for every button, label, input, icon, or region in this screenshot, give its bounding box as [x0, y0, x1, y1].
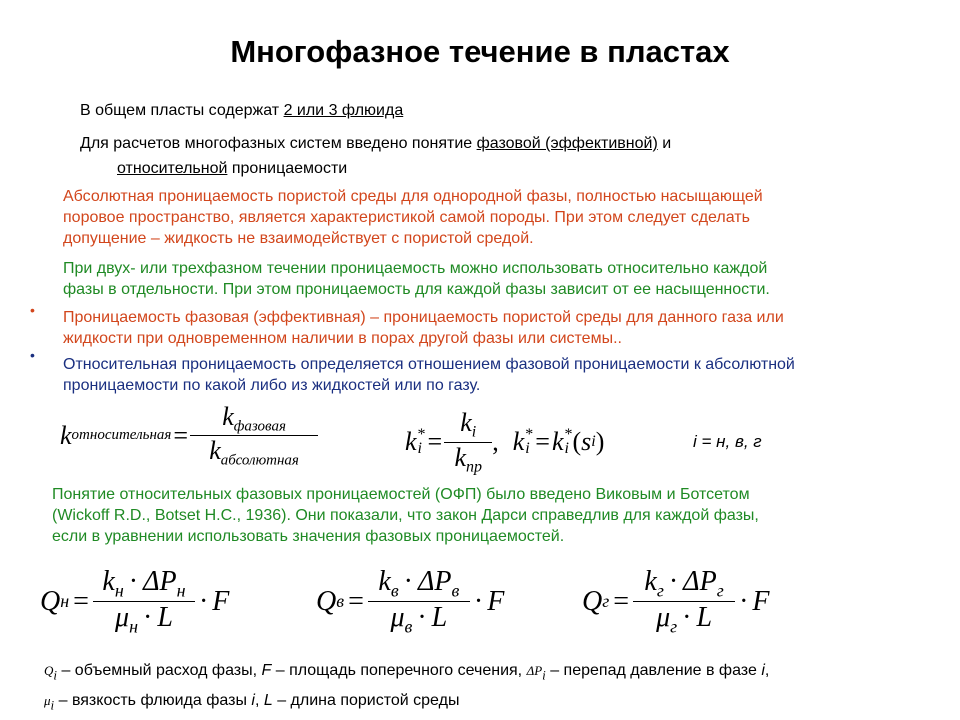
delta-p-symbol: ΔP: [683, 566, 717, 597]
delta-p-symbol: ΔP: [143, 566, 177, 597]
intro-line-1: [80, 100, 403, 121]
intro-line-3-tail: проницаемости: [227, 160, 348, 177]
ofp-line-1: Понятие относительных фазовых проницаемостей (ОФП) было введено Виковым и Ботсетом: [52, 486, 750, 503]
index-note: i = н, в, г: [693, 432, 762, 451]
ofp-paragraph: [52, 484, 759, 547]
q-subscript: в: [336, 591, 345, 612]
denominator: [368, 601, 470, 637]
mu-symbol: μ: [115, 602, 130, 634]
i-subscript-3: i: [564, 440, 569, 458]
equals-sign: =: [173, 420, 189, 450]
q-symbol: Q: [316, 585, 337, 617]
star-superscript-3: *: [564, 426, 573, 444]
s-symbol: s: [581, 427, 592, 457]
k-subscript: в: [390, 580, 399, 601]
star-superscript-2: *: [525, 426, 534, 444]
ofp-line-2: (Wickoff R.D., Botset H.C., 1936). Они показали, что закон Дарси справедлив для каждой фазы,: [52, 507, 759, 524]
bullet-dot-1: •: [30, 302, 35, 318]
p-subscript: г: [716, 580, 724, 601]
intro-line-2-text: Для расчетов многофазных систем введено понятие: [80, 135, 477, 152]
multiphase-line-2: фазы в отдельности. При этом проницаемость для каждой фазы зависит от ее насыщенности.: [63, 281, 770, 298]
flow-formula-oil: [40, 566, 229, 638]
legend-viscosity: – вязкость флюида фазы: [54, 692, 252, 709]
fluid-count-link: 2 или 3 флюида: [283, 102, 404, 119]
l-symbol: L: [431, 602, 448, 634]
dot-operator: ·: [128, 566, 139, 597]
intro-line-3: [117, 158, 347, 179]
p-subscript: н: [176, 580, 186, 601]
k-pr: k: [454, 442, 466, 472]
p-subscript: в: [451, 580, 460, 601]
darcy-fraction: [633, 566, 735, 638]
numerator: [218, 402, 290, 435]
f-legend-symbol: F: [261, 662, 272, 679]
k-star-indices-3: [564, 428, 572, 456]
numerator: [98, 566, 189, 601]
intro-line-2-tail: и: [657, 135, 672, 152]
bullet-dot-2: •: [30, 347, 35, 363]
absolute-line-1: Абсолютная проницаемость пористой среды для однородной фазы, полностью насыщающей: [63, 188, 763, 205]
absolute-line-2: поровое пространство, является характеристикой самой породы. При этом следует сделать: [63, 209, 750, 226]
q-subscript: г: [602, 591, 610, 612]
page-title: Многофазное течение в пластах: [230, 34, 730, 69]
mu-subscript: н: [129, 616, 139, 637]
q-legend-subscript: i: [53, 667, 58, 683]
legend-length: – длина пористой среды: [272, 692, 460, 709]
phase-permeability-bullet: [63, 307, 784, 349]
equals-sign: =: [613, 585, 630, 617]
num-i-subscript: i: [471, 423, 477, 441]
legend-line-1: [44, 660, 769, 687]
l-symbol: L: [157, 602, 173, 634]
k-star-symbol-3: k: [551, 427, 564, 457]
comma: ,: [492, 427, 499, 457]
absolute-permeability-paragraph: [63, 186, 763, 249]
equals-sign: =: [348, 585, 364, 617]
bullet-1-line-1: Проницаемость фазовая (эффективная) – проницаемость пористой среды для данного газа или: [63, 309, 784, 326]
bullet-2-line-2: проницаемости по какой либо из жидкостей или по газу.: [63, 377, 481, 394]
legend-phase-i: i: [761, 662, 765, 679]
flow-formula-gas: [582, 566, 770, 638]
mu-legend-symbol: μ: [44, 693, 51, 708]
f-symbol: F: [487, 585, 505, 617]
s-i-subscript: i: [591, 433, 596, 451]
relative-permeability-formula: [60, 402, 318, 470]
equals-sign: =: [73, 585, 89, 617]
legend-pressure-drop: – перепад давление в фазе: [545, 662, 762, 679]
q-legend-symbol: Q: [44, 663, 54, 678]
phase-permeability-link: фазовой (эффективной): [476, 135, 658, 152]
legend-phase-i-2: i: [251, 692, 255, 709]
mu-legend-subscript: i: [50, 697, 55, 713]
dp-legend-symbol: ΔP: [526, 663, 543, 678]
k-absolute: k: [209, 436, 221, 466]
fraction: [190, 402, 318, 470]
k-subscript: н: [114, 580, 124, 601]
denominator: [190, 435, 318, 469]
paren-open: (: [572, 427, 582, 457]
relative-subscript: относительная: [71, 427, 172, 444]
mu-subscript: в: [404, 616, 413, 637]
l-symbol: L: [696, 602, 713, 634]
numerator-2: [456, 408, 480, 442]
mu-subscript: г: [670, 616, 678, 637]
intro-line-2: [80, 133, 671, 154]
i-subscript: i: [417, 440, 422, 458]
k-star-symbol: k: [405, 427, 417, 457]
fraction-2: [444, 408, 492, 476]
q-subscript: н: [60, 591, 70, 612]
phase-subscript: фазовая: [233, 418, 286, 435]
darcy-fraction: [93, 566, 195, 638]
delta-p-symbol: ΔP: [417, 566, 452, 597]
equals-sign-3: =: [535, 427, 550, 457]
legend-line-2: [44, 690, 459, 717]
bullet-2-line-1: Относительная проницаемость определяется отношением фазовой проницаемости к абсолютной: [63, 356, 795, 373]
bullet-1-line-2: жидкости при одновременном наличии в порах другой фазы или системы..: [63, 330, 622, 347]
pr-subscript: пр: [465, 458, 482, 476]
multiphase-paragraph: [63, 258, 770, 300]
q-symbol: Q: [40, 585, 61, 617]
dot-operator-3: ·: [739, 585, 749, 617]
intro-line-1-text: В общем пласты содержат: [80, 102, 284, 119]
numerator: [640, 566, 727, 601]
legend-comma: ,: [764, 662, 770, 679]
flow-formula-water: [316, 566, 504, 638]
k-symbol: k: [60, 420, 72, 450]
absolute-subscript: абсолютная: [220, 452, 299, 469]
dot-operator: ·: [668, 566, 679, 597]
paren-close: ): [595, 427, 605, 457]
dp-legend-subscript: i: [542, 667, 546, 683]
k-symbol: k: [644, 566, 657, 597]
k-star-indices: [418, 428, 426, 456]
i-subscript-2: i: [525, 440, 530, 458]
dot-operator-2: ·: [417, 602, 427, 634]
k-star-symbol-2: k: [512, 427, 525, 457]
f-symbol: F: [212, 585, 230, 617]
k-subscript: г: [656, 580, 664, 601]
ofp-line-3: если в уравнении использовать значения фазовых проницаемостей.: [52, 528, 565, 545]
normalized-permeability-formula: [405, 408, 604, 476]
mu-symbol: μ: [656, 602, 671, 634]
dot-operator-3: ·: [473, 585, 484, 617]
denominator-2: [444, 442, 492, 477]
absolute-line-3: допущение – жидкость не взаимодействует с пористой средой.: [63, 230, 534, 247]
dot-operator-2: ·: [682, 602, 692, 634]
legend-area: – площадь поперечного сечения,: [271, 662, 527, 679]
dot-operator: ·: [403, 566, 413, 597]
k-symbol: k: [378, 566, 391, 597]
denominator: [633, 601, 735, 637]
denominator: [93, 601, 195, 637]
legend-separator: ,: [254, 692, 264, 709]
dot-operator-2: ·: [143, 602, 153, 634]
q-symbol: Q: [582, 585, 603, 617]
l-legend-symbol: L: [263, 692, 273, 709]
k-star-indices-2: [525, 428, 533, 456]
equals-sign-2: =: [427, 427, 443, 457]
star-superscript: *: [417, 426, 426, 444]
relative-link: относительной: [117, 160, 228, 177]
f-symbol: F: [752, 585, 770, 617]
numerator: [374, 566, 463, 601]
legend-flow-rate: – объемный расход фазы,: [57, 662, 262, 679]
relative-permeability-bullet: [63, 354, 795, 396]
multiphase-line-1: При двух- или трехфазном течении проницаемость можно использовать относительно каждой: [63, 260, 768, 277]
k-i: k: [460, 408, 472, 437]
dot-operator-3: ·: [198, 585, 209, 617]
mu-symbol: μ: [390, 602, 405, 634]
darcy-fraction: [368, 566, 470, 638]
k-phase: k: [222, 402, 234, 431]
k-symbol: k: [102, 566, 115, 597]
